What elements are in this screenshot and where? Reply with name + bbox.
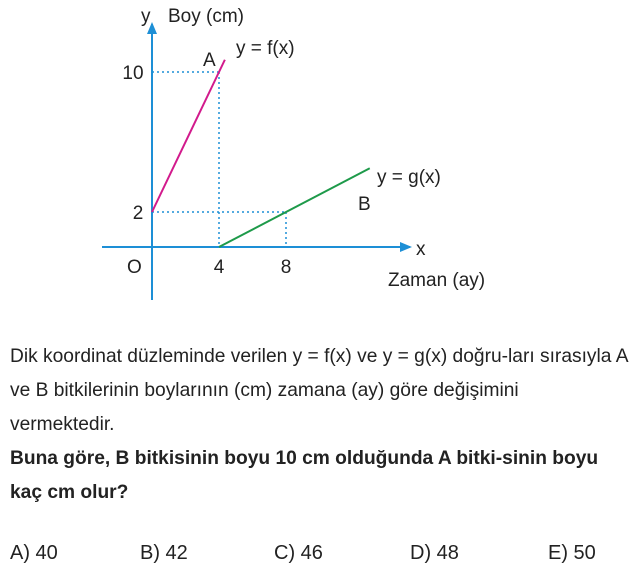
x-axis-variable: x [416,239,426,260]
series-line-f [152,60,225,212]
series-name-f: y = f(x) [236,38,295,59]
y-axis-variable: y [141,6,151,27]
x-axis-title: Zaman (ay) [388,270,486,291]
x-tick-label: 8 [280,257,292,278]
choice-b[interactable]: B) 42 [140,542,188,564]
question-text [10,340,628,510]
x-tick-label: 4 [213,257,225,278]
point-label-b: B [358,194,371,215]
choice-e[interactable]: E) 50 [548,542,596,564]
origin-label: O [127,257,142,278]
choice-c[interactable]: C) 46 [274,542,323,564]
choice-a[interactable]: A) 40 [10,542,58,564]
y-axis-title: Boy (cm) [168,6,244,27]
answer-choices [10,542,628,576]
question-body: Dik koordinat düzleminde verilen y = f(x) ve y = g(x) doğru-ları sırasıyla A ve B bitkilerinin boylarının (cm) zamana (ay) göre değişimini vermektedir. [10,346,628,435]
choice-d[interactable]: D) 48 [410,542,459,564]
point-label-a: A [203,50,216,71]
question-prompt: Buna göre, B bitkisinin boyu 10 cm olduğunda A bitki-sinin boyu kaç cm olur? [10,448,599,503]
series-name-g: y = g(x) [377,167,441,188]
y-tick-label: 2 [132,203,144,224]
series-line-g [219,168,370,247]
y-tick-label: 10 [122,63,144,84]
